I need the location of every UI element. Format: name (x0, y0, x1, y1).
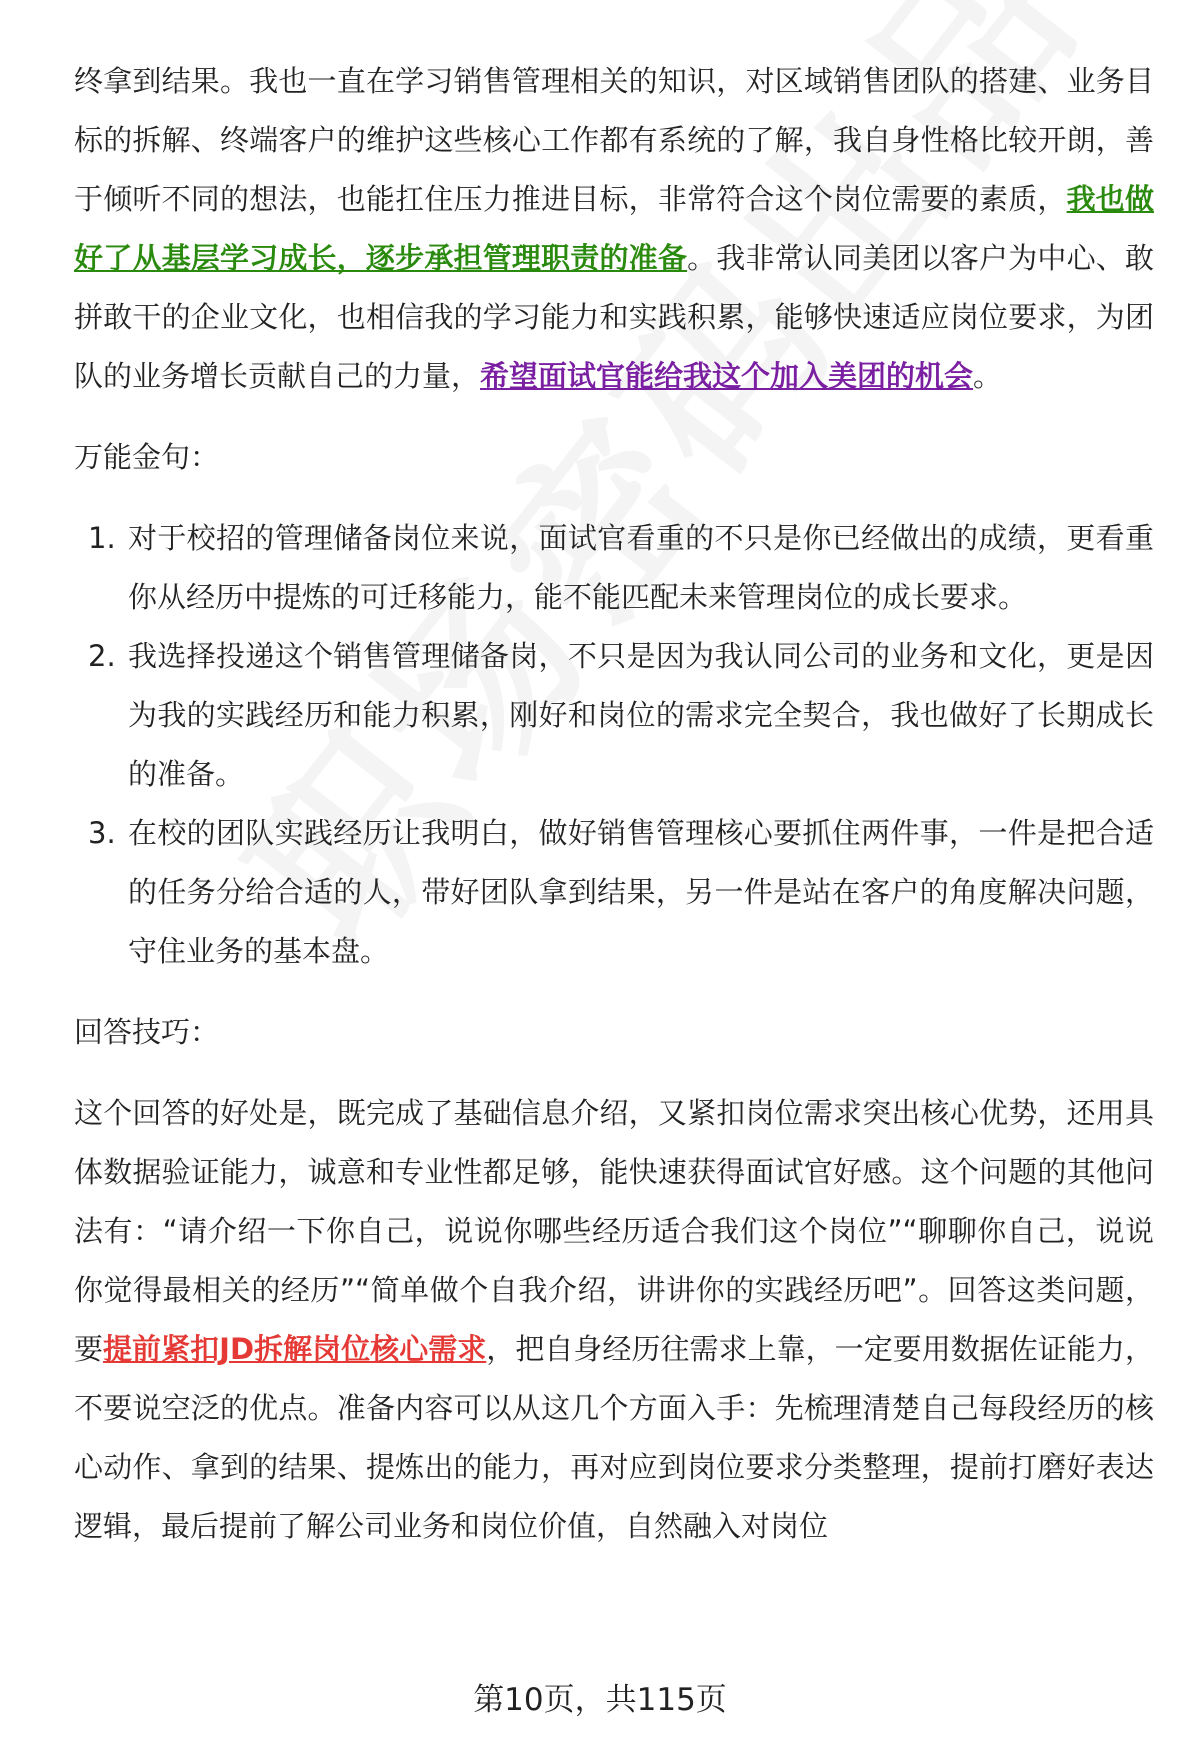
list-item-text: 在校的团队实践经历让我明白，做好销售管理核心要抓住两件事，一件是把合适的任务分给合适的人，带好团队拿到结果，另一件是站在客户的角度解决问题，守住业务的基本盘。 (128, 816, 1154, 968)
list-item-text: 对于校招的管理储备岗位来说，面试官看重的不只是你已经做出的成绩，更看重你从经历中提炼的可迁移能力，能不能匹配未来管理岗位的成长要求。 (128, 521, 1154, 614)
list-item (74, 804, 1154, 981)
intro-highlight-green: 我也做好了从基层学习成长，逐步承担管理职责的准备 (74, 182, 1154, 275)
list-item (74, 509, 1154, 627)
list-item-number: 2. (88, 639, 116, 673)
page-footer: 第10页，共115页 (473, 1682, 727, 1718)
tips-text-b: ，把自身经历往需求上靠，一定要用数据佐证能力，不要说空泛的优点。准备内容可以从这几个方面入手：先梳理清楚自己每段经历的核心动作、拿到的结果、提炼出的能力，再对应到岗位要求分类整理，提前打磨好表达逻辑，最后提前了解公司业务和岗位价值，自然融入对岗位 (74, 1332, 1154, 1543)
intro-paragraph (74, 52, 1154, 406)
list-item-number: 3. (88, 816, 116, 850)
golden-sentences-label: 万能金句： (74, 440, 220, 474)
tips-label: 回答技巧： (74, 1015, 220, 1049)
tips-text-a: 这个回答的好处是，既完成了基础信息介绍，又紧扣岗位需求突出核心优势，还用具体数据验证能力，诚意和专业性都足够，能快速获得面试官好感。这个问题的其他问法有：“请介绍一下你自己，说说你哪些经历适合我们这个岗位”“聊聊你自己，说说你觉得最相关的经历”“简单做个自我介绍，讲讲你的实践经历吧”。回答这类问题，要 (74, 1096, 1154, 1366)
intro-text-a: 终拿到结果。我也一直在学习销售管理相关的知识，对区域销售团队的搭建、业务目标的拆解、终端客户的维护这些核心工作都有系统的了解，我自身性格比较开朗，善于倾听不同的想法，也能扛住压力推进目标，非常符合这个岗位需要的素质， (74, 64, 1154, 216)
tips-paragraph (74, 1084, 1154, 1556)
intro-text-c: 。 (973, 359, 1003, 393)
intro-highlight-purple: 希望面试官能给我这个加入美团的机会 (480, 359, 974, 393)
list-item-text: 我选择投递这个销售管理储备岗，不只是因为我认同公司的业务和文化，更是因为我的实践经历和能力积累，刚好和岗位的需求完全契合，我也做好了长期成长的准备。 (128, 639, 1154, 791)
golden-sentences-list (74, 509, 1154, 981)
intro-text-b: 。我非常认同美团以客户为中心、敢拼敢干的企业文化，也相信我的学习能力和实践积累，能够快速适应岗位要求，为团队的业务增长贡献自己的力量， (74, 241, 1154, 393)
list-item (74, 627, 1154, 804)
page-content (74, 52, 1154, 1556)
tips-highlight-red: 提前紧扣JD拆解岗位核心需求 (103, 1332, 487, 1366)
list-item-number: 1. (88, 521, 116, 555)
